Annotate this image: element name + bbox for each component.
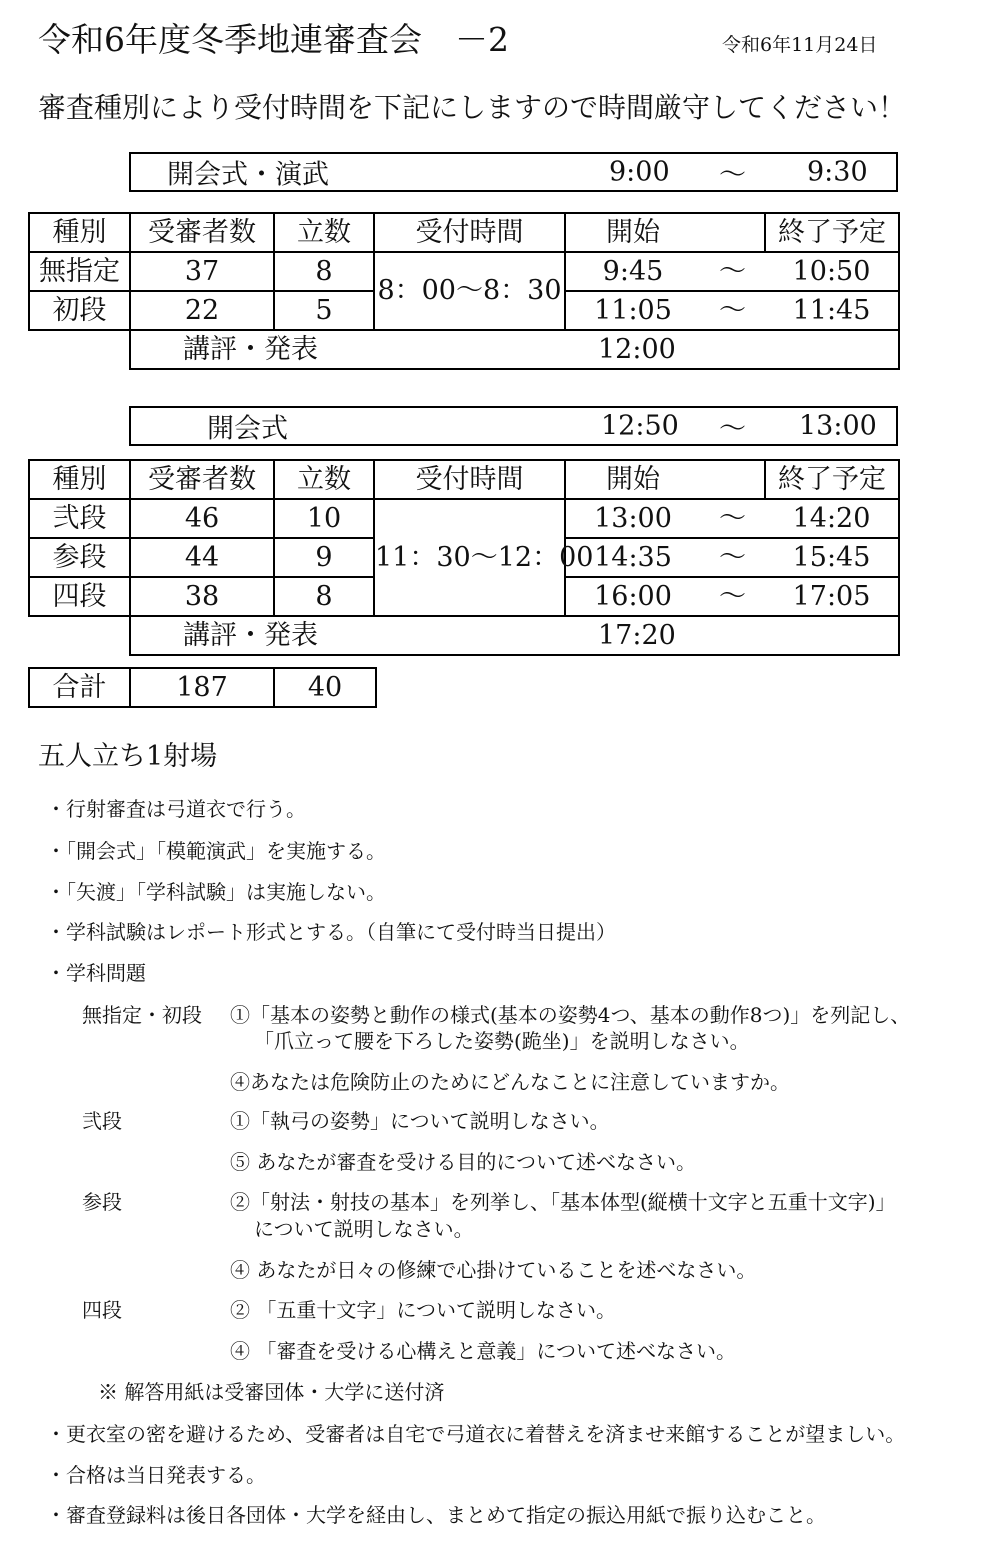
- row-kind: 無指定: [29, 252, 130, 291]
- question-text: ①「基本の姿勢と動作の様式(基本の姿勢4つ、基本の動作8つ)」を列記し、: [230, 1003, 911, 1027]
- total-label: 合計: [29, 668, 130, 707]
- row-tilde: ～: [700, 538, 765, 577]
- opening-end: 13:00: [799, 410, 877, 442]
- row-end: 15:45: [765, 538, 899, 577]
- review-row: [29, 330, 899, 369]
- row-rounds: 9: [274, 538, 374, 577]
- header-examinees: 受審者数: [130, 460, 274, 499]
- row-rounds: 5: [274, 291, 374, 330]
- row-start: 11:05: [565, 291, 700, 330]
- row-examinees: 38: [130, 577, 274, 616]
- footer-note: ・更衣室の密を避けるため、受審者は自宅で弓道衣に着替えを済ませ来館することが望ましい。: [46, 1422, 906, 1446]
- row-examinees: 37: [130, 252, 274, 291]
- review-time: 17:20: [565, 616, 899, 655]
- row-kind: 弐段: [29, 499, 130, 538]
- row-kind: 四段: [29, 577, 130, 616]
- question-text: ② 「五重十文字」について説明しなさい。: [230, 1298, 616, 1322]
- review-label: 講評・発表: [130, 330, 565, 369]
- opening-label: 開会式・演武: [167, 159, 329, 191]
- section-subtitle: 五人立ち1射場: [38, 741, 218, 772]
- row-examinees: 44: [130, 538, 274, 577]
- question-text: ④ あなたが日々の修練で心掛けていることを述べなさい。: [230, 1258, 757, 1282]
- row-examinees: 22: [130, 291, 274, 330]
- header-examinees: 受審者数: [130, 213, 274, 252]
- table-header-row: [29, 213, 899, 252]
- opening-end: 9:30: [807, 156, 868, 188]
- footer-note: ・審査登録料は後日各団体・大学を経由し、まとめて指定の振込用紙で振り込むこと。: [46, 1503, 826, 1527]
- question-text: について説明しなさい。: [254, 1217, 474, 1241]
- question-label: 参段: [82, 1190, 122, 1214]
- header-reception: 受付時間: [374, 460, 565, 499]
- row-examinees: 46: [130, 499, 274, 538]
- header-kind: 種別: [29, 213, 130, 252]
- opening-start: 12:50: [601, 410, 679, 442]
- total-row: [29, 668, 376, 707]
- opening-ceremony-bar-1: [129, 152, 898, 192]
- opening-ceremony-bar-2: [129, 406, 898, 446]
- row-rounds: 10: [274, 499, 374, 538]
- table-row: [29, 499, 899, 538]
- row-rounds: 8: [274, 577, 374, 616]
- row-start: 16:00: [565, 577, 700, 616]
- header-end: 終了予定: [765, 213, 899, 252]
- header-end: 終了予定: [765, 460, 899, 499]
- row-end: 14:20: [765, 499, 899, 538]
- row-end: 10:50: [765, 252, 899, 291]
- row-start: 9:45: [565, 252, 700, 291]
- row-kind: 参段: [29, 538, 130, 577]
- notice-text: 審査種別により受付時間を下記にしますので時間厳守してください！: [38, 91, 907, 124]
- opening-tilde: ～: [719, 159, 746, 191]
- question-text: ②「射法・射技の基本」を列挙し、「基本体型(縦横十文字と五重十文字)」: [230, 1190, 896, 1214]
- header-rounds: 立数: [274, 213, 374, 252]
- question-label: 弐段: [82, 1109, 122, 1133]
- total-table: [28, 667, 377, 708]
- header-kind: 種別: [29, 460, 130, 499]
- opening-tilde: ～: [719, 413, 746, 445]
- footer-note: ・合格は当日発表する。: [46, 1463, 266, 1487]
- question-text: ④ 「審査を受ける心構えと意義」について述べなさい。: [230, 1339, 736, 1363]
- row-tilde: ～: [700, 291, 765, 330]
- question-label: 四段: [82, 1298, 122, 1322]
- note-item: ・「矢渡」「学科試験」は実施しない。: [46, 880, 386, 904]
- table-row: [29, 252, 899, 291]
- question-label: 無指定・初段: [82, 1003, 202, 1027]
- opening-label: 開会式: [207, 413, 288, 445]
- session-2-table: [28, 459, 900, 656]
- note-item: ・行射審査は弓道衣で行う。: [46, 797, 306, 821]
- review-row: [29, 616, 899, 655]
- header-reception: 受付時間: [374, 213, 565, 252]
- row-reception: 8：00～8：30: [374, 252, 565, 330]
- row-tilde: ～: [700, 577, 765, 616]
- header-start: 開始: [565, 213, 700, 252]
- row-tilde: ～: [700, 252, 765, 291]
- page-title: 令和6年度冬季地連審査会 －2: [38, 20, 509, 59]
- row-reception: 11：30～12：00: [374, 499, 565, 616]
- question-text: 「爪立って腰を下ろした姿勢(跪坐)」を説明しなさい。: [254, 1029, 750, 1053]
- row-start: 13:00: [565, 499, 700, 538]
- note-item: ・学科試験はレポート形式とする。（自筆にて受付時当日提出）: [46, 920, 616, 944]
- row-end: 17:05: [765, 577, 899, 616]
- note-item: ・学科問題: [46, 961, 146, 985]
- total-rounds: 40: [274, 668, 376, 707]
- header-start: 開始: [565, 460, 700, 499]
- total-examinees: 187: [130, 668, 274, 707]
- review-time: 12:00: [565, 330, 899, 369]
- issue-date: 令和6年11月24日: [722, 34, 878, 56]
- answer-sheet-remark: ※ 解答用紙は受審団体・大学に送付済: [98, 1380, 445, 1404]
- question-text: ①「執弓の姿勢」について説明しなさい。: [230, 1109, 610, 1133]
- row-kind: 初段: [29, 291, 130, 330]
- header-rounds: 立数: [274, 460, 374, 499]
- row-tilde: ～: [700, 499, 765, 538]
- note-item: ・「開会式」「模範演武」を実施する。: [46, 839, 386, 863]
- table-header-row: [29, 460, 899, 499]
- opening-start: 9:00: [609, 156, 670, 188]
- review-label: 講評・発表: [130, 616, 565, 655]
- row-rounds: 8: [274, 252, 374, 291]
- question-text: ⑤ あなたが審査を受ける目的について述べなさい。: [230, 1150, 696, 1174]
- session-1-table: [28, 212, 900, 370]
- row-end: 11:45: [765, 291, 899, 330]
- row-start: 14:35: [565, 538, 700, 577]
- question-text: ④あなたは危険防止のためにどんなことに注意していますか。: [230, 1070, 790, 1094]
